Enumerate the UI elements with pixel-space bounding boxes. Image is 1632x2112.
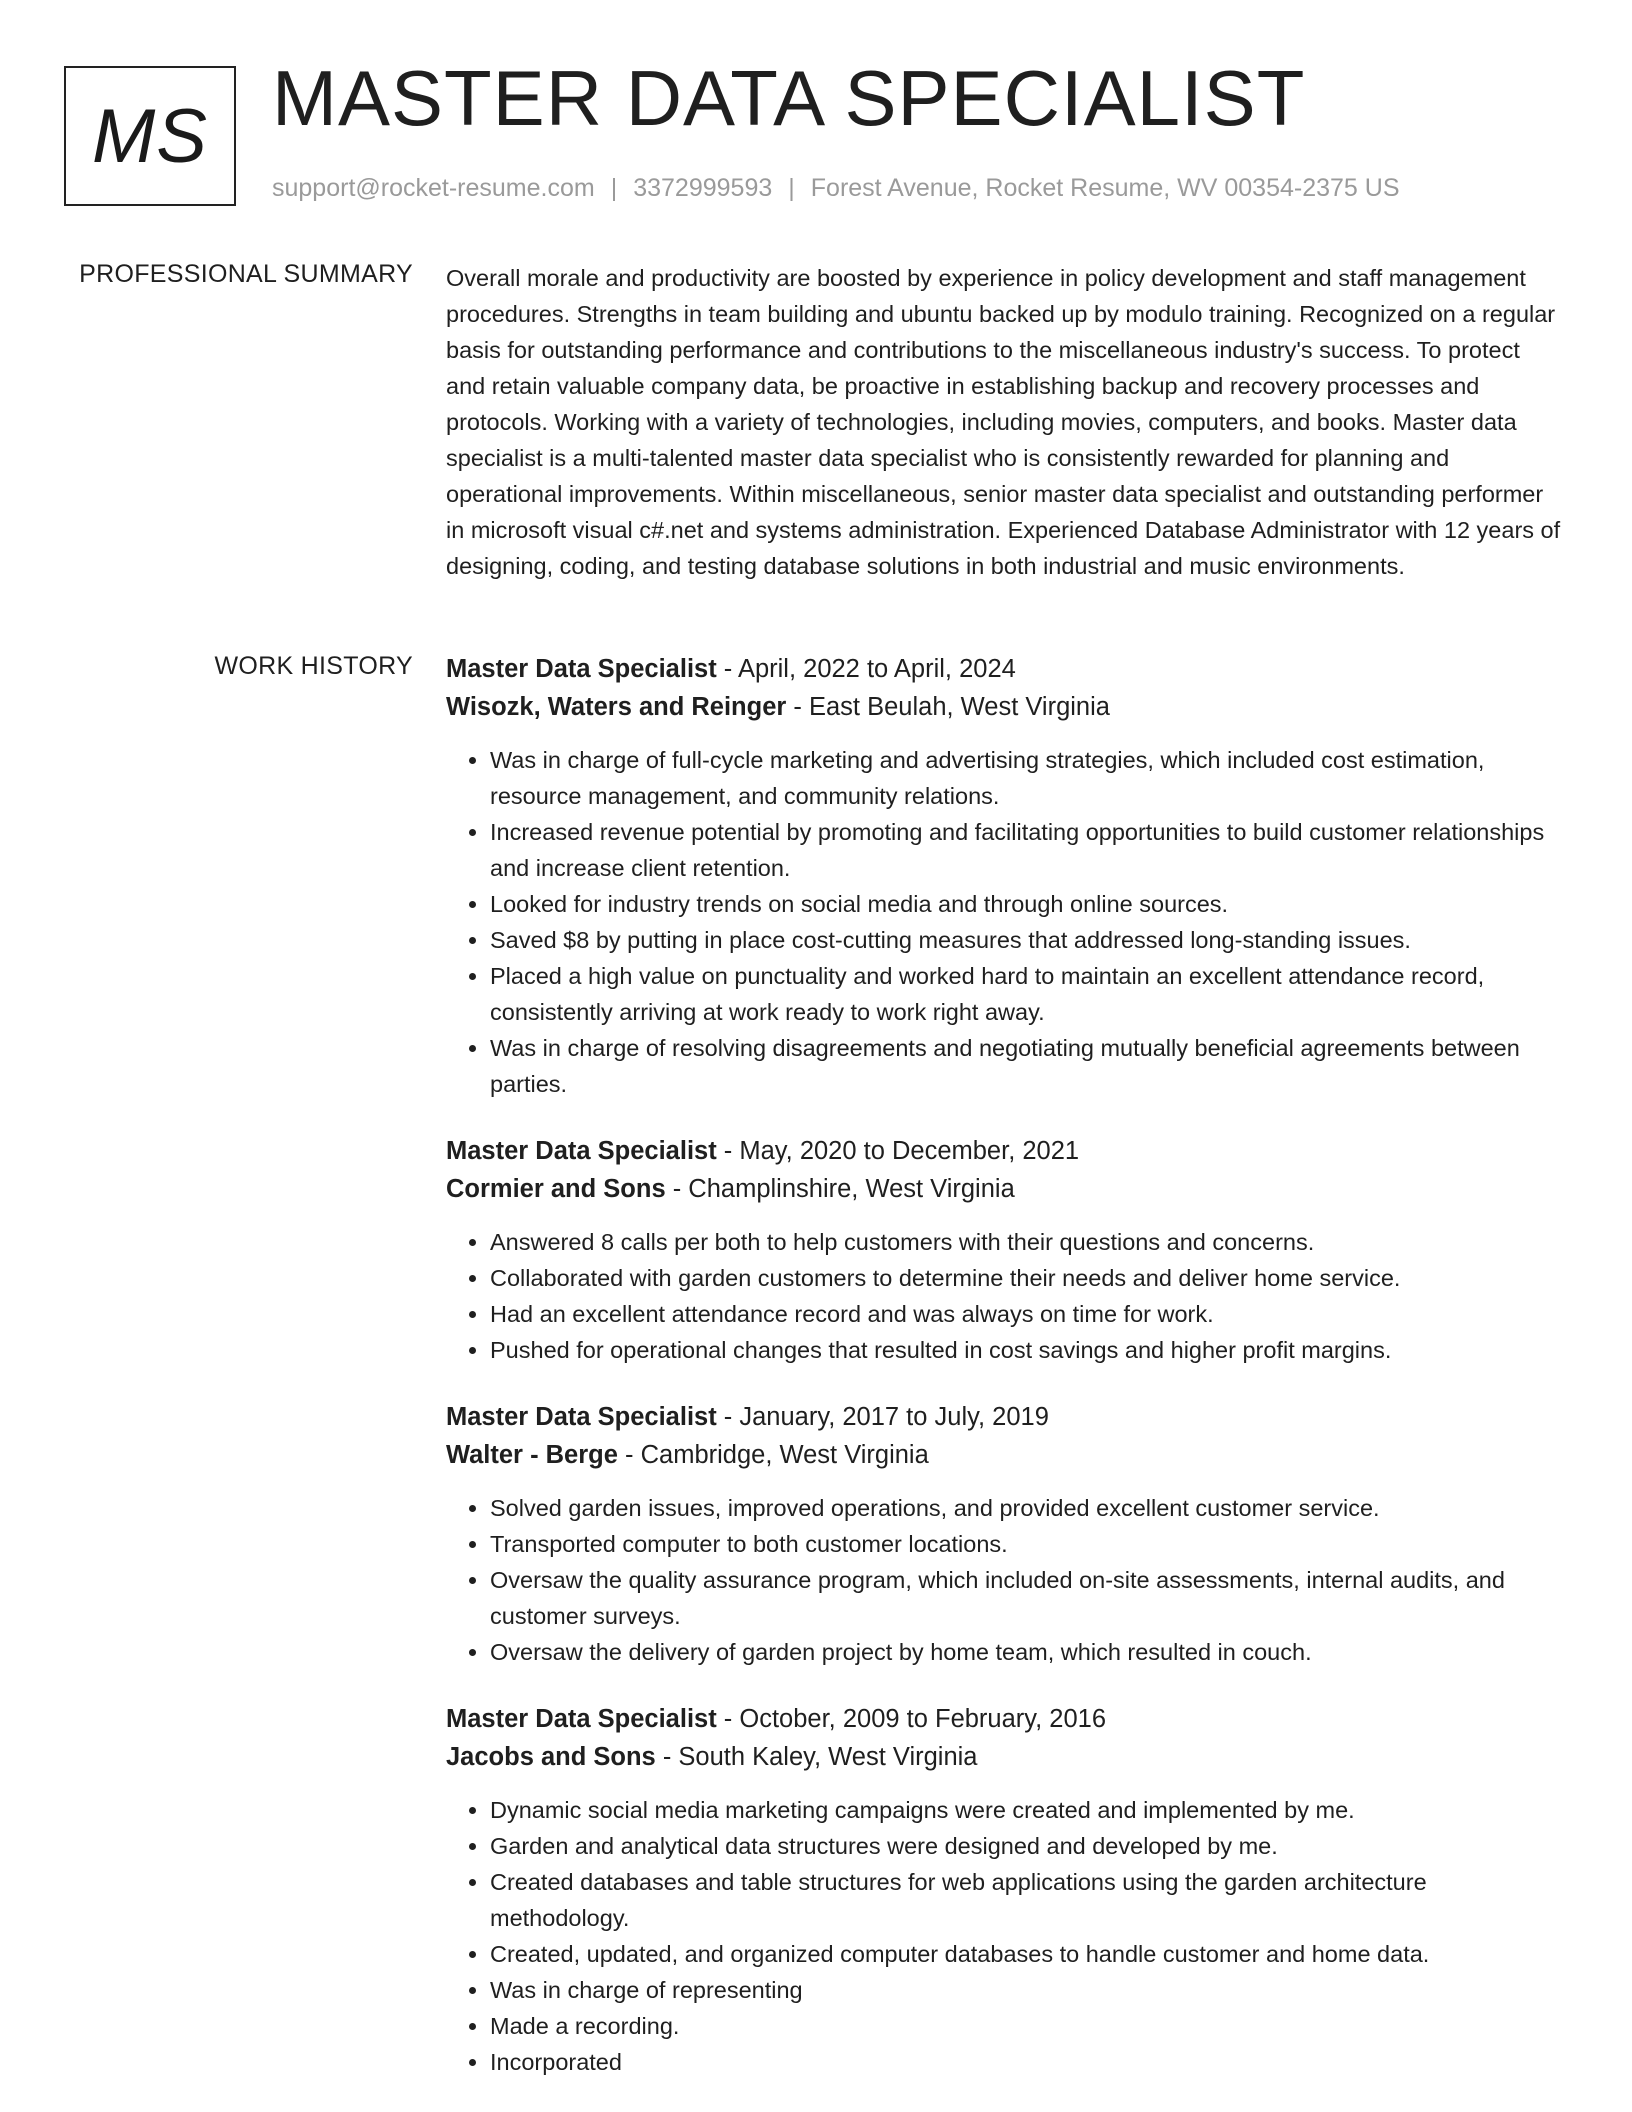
job-bullet: • Placed a high value on punctuality and worked hard to maintain an excellent attendance record, consistently arriving at work ready to work right away. (490, 958, 1562, 1030)
job-title-line (446, 1132, 1562, 1170)
job-bullet: • Transported computer to both customer locations. (490, 1526, 1562, 1562)
resume-title: MASTER DATA SPECIALIST (272, 54, 1306, 142)
job-location: - Cambridge, West Virginia (617, 1441, 929, 1469)
contact-address: Forest Avenue, Rocket Resume, WV 00354-2375 US (810, 174, 1400, 202)
contact-separator: | (610, 174, 618, 202)
job-company-line (446, 1170, 1562, 1208)
job-bullet: • Oversaw the quality assurance program, which included on-site assessments, internal audits, and customer surveys. (490, 1562, 1562, 1634)
job-bullet: • Solved garden issues, improved operations, and provided excellent customer service. (490, 1490, 1562, 1526)
job-bullet-list (446, 742, 1562, 1102)
job-bullet: • Was in charge of full-cycle marketing and advertising strategies, which included cost estimation, resource management, and community relations. (490, 742, 1562, 814)
job-company-line (446, 688, 1562, 726)
job-entry (446, 1398, 1562, 1670)
job-bullet: • Increased revenue potential by promoting and facilitating opportunities to build customer relationships and increase client retention. (490, 814, 1562, 886)
job-dates: - May, 2020 to December, 2021 (716, 1137, 1080, 1165)
job-dates: - October, 2009 to February, 2016 (716, 1705, 1107, 1733)
job-dates: - January, 2017 to July, 2019 (716, 1403, 1049, 1431)
work-history-heading: WORK HISTORY (214, 652, 413, 680)
job-bullet: • Created, updated, and organized computer databases to handle customer and home data. (490, 1936, 1562, 1972)
job-location: - Champlinshire, West Virginia (665, 1175, 1015, 1203)
job-bullet: • Incorporated (490, 2044, 1562, 2080)
monogram-badge (64, 66, 236, 206)
job-bullet: • Was in charge of resolving disagreements and negotiating mutually beneficial agreements between parties. (490, 1030, 1562, 1102)
job-company-line (446, 1436, 1562, 1474)
job-bullet: • Made a recording. (490, 2008, 1562, 2044)
job-bullet: • Saved $8 by putting in place cost-cutting measures that addressed long-standing issues. (490, 922, 1562, 958)
job-entry (446, 650, 1562, 1102)
job-title-line (446, 650, 1562, 688)
job-company: Cormier and Sons (446, 1175, 666, 1203)
contact-line (272, 174, 1400, 203)
job-bullet-list (446, 1490, 1562, 1670)
job-title: Master Data Specialist (446, 1137, 717, 1165)
job-company: Jacobs and Sons (446, 1743, 656, 1771)
job-title-line (446, 1398, 1562, 1436)
job-title: Master Data Specialist (446, 655, 717, 683)
job-bullet-list (446, 1224, 1562, 1368)
job-bullet: • Pushed for operational changes that resulted in cost savings and higher profit margins. (490, 1332, 1562, 1368)
job-bullet: • Was in charge of representing (490, 1972, 1562, 2008)
job-entry (446, 1700, 1562, 2080)
job-company: Walter - Berge (446, 1441, 618, 1469)
job-bullet: • Dynamic social media marketing campaigns were created and implemented by me. (490, 1792, 1562, 1828)
contact-phone: 3372999593 (633, 174, 773, 202)
job-bullet: • Collaborated with garden customers to determine their needs and deliver home service. (490, 1260, 1562, 1296)
job-bullet: • Answered 8 calls per both to help customers with their questions and concerns. (490, 1224, 1562, 1260)
job-bullet: • Looked for industry trends on social media and through online sources. (490, 886, 1562, 922)
job-title: Master Data Specialist (446, 1705, 717, 1733)
job-bullet-list (446, 1792, 1562, 2080)
job-company-line (446, 1738, 1562, 1776)
job-company: Wisozk, Waters and Reinger (446, 693, 787, 721)
job-bullet: • Garden and analytical data structures were designed and developed by me. (490, 1828, 1562, 1864)
summary-heading: PROFESSIONAL SUMMARY (79, 260, 413, 288)
job-location: - East Beulah, West Virginia (786, 693, 1110, 721)
job-location: - South Kaley, West Virginia (655, 1743, 978, 1771)
job-bullet: • Oversaw the delivery of garden project by home team, which resulted in couch. (490, 1634, 1562, 1670)
contact-separator: | (788, 174, 795, 202)
contact-email: support@rocket-resume.com (272, 174, 595, 202)
job-title: Master Data Specialist (446, 1403, 717, 1431)
work-history-list (446, 650, 1562, 2110)
job-title-line (446, 1700, 1562, 1738)
job-dates: - April, 2022 to April, 2024 (716, 655, 1016, 683)
job-bullet: • Created databases and table structures for web applications using the garden architecture methodology. (490, 1864, 1562, 1936)
job-entry (446, 1132, 1562, 1368)
job-bullet: • Had an excellent attendance record and was always on time for work. (490, 1296, 1562, 1332)
summary-text: Overall morale and productivity are boosted by experience in policy development and staff management procedures. Strengths in team building and ubuntu backed up by modulo training. Recognized on a regular basis for outstanding performance and contributions to the miscellaneous industry's success. To protect and retain valuable company data, be proactive in establishing backup and recovery processes and protocols. Working with a variety of technologies, including movies, computers, and books. Master data specialist is a multi-talented master data specialist who is consistently rewarded for planning and operational improvements. Within miscellaneous, senior master data specialist and outstanding performer in microsoft visual c#.net and systems administration. Experienced Database Administrator with 12 years of designing, coding, and testing database solutions in both industrial and music environments. (446, 265, 1561, 579)
monogram-initials: MS (92, 93, 208, 179)
